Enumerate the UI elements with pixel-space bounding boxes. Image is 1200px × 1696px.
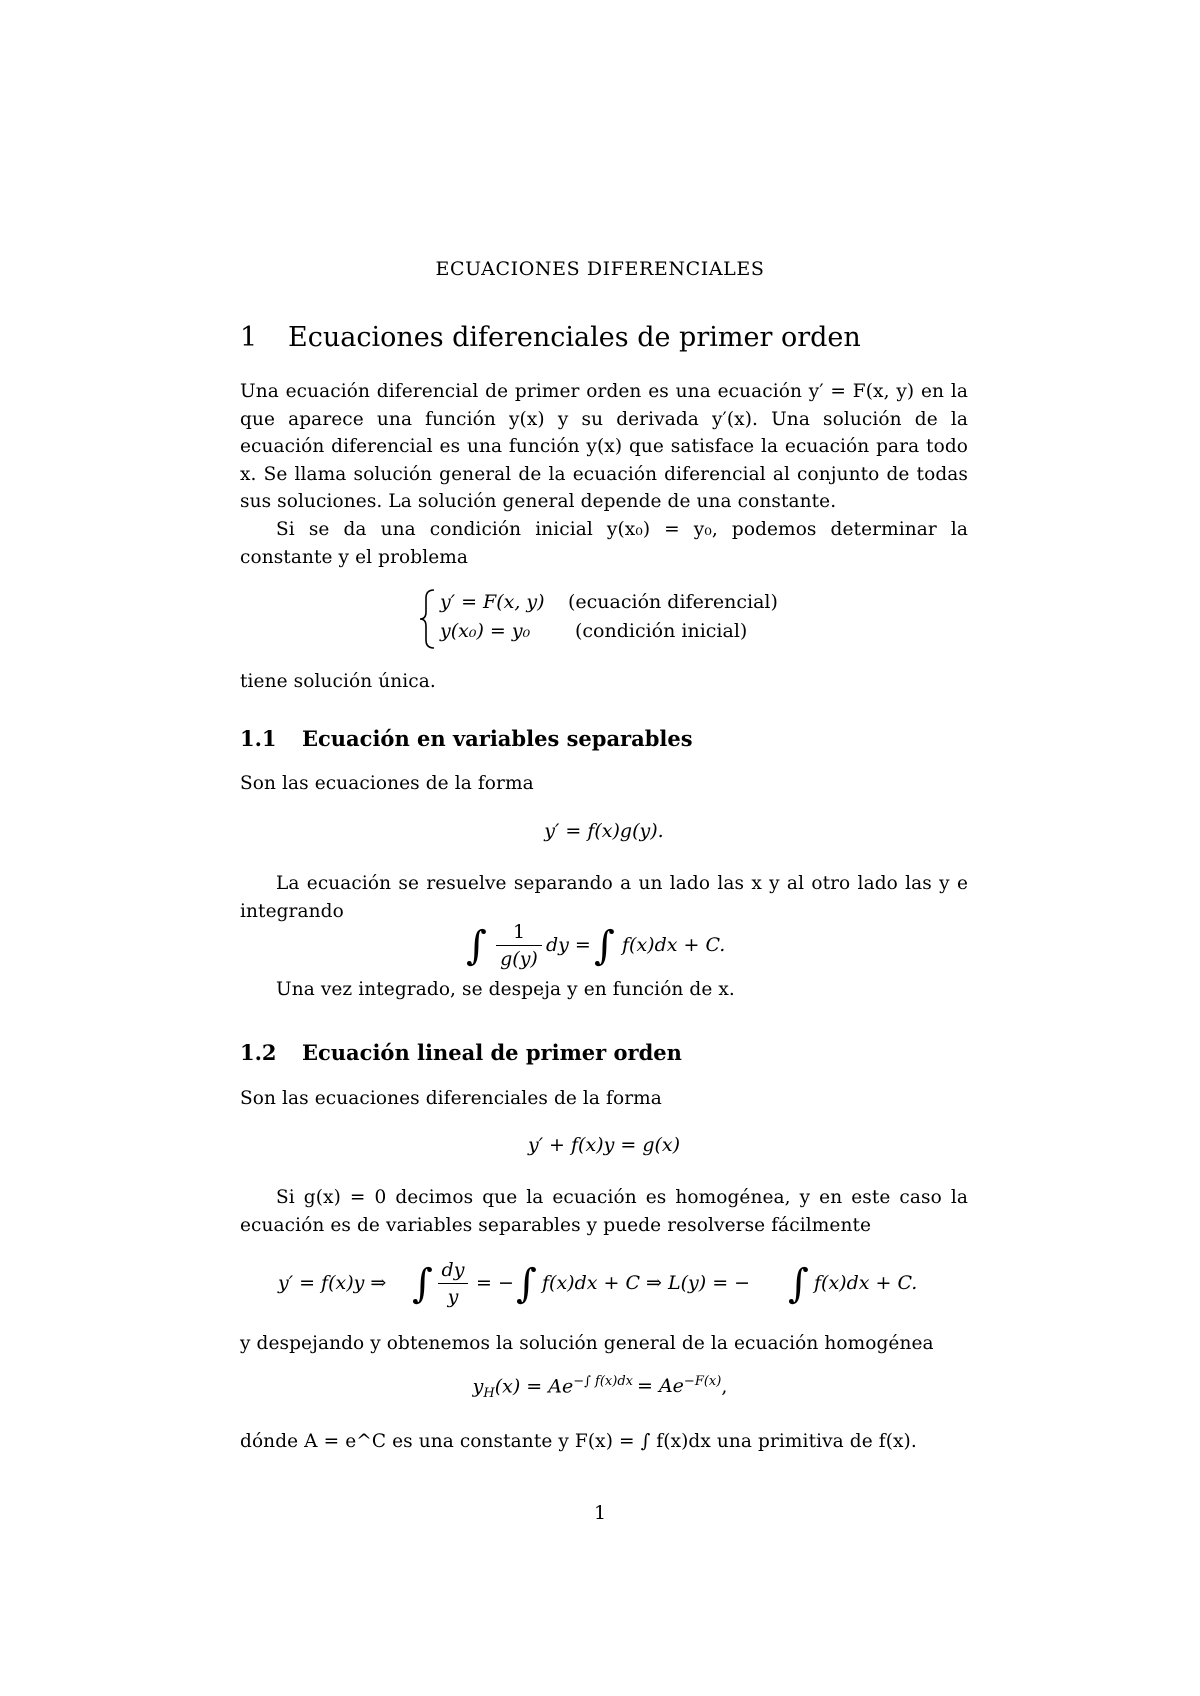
subsection-1-paragraph-1: Son las ecuaciones de la forma	[240, 773, 534, 794]
intro-closing-block	[240, 668, 968, 696]
subsection-1-title: Ecuación en variables separables	[302, 726, 693, 751]
section-number: 1	[240, 322, 258, 353]
fraction-numerator: 1	[512, 921, 526, 943]
subsection-1-paragraph-2: La ecuación se resuelve separando a un lado las x y al otro lado las y e integrando	[240, 873, 968, 922]
fraction-denominator: y	[447, 1286, 459, 1308]
subsection-2-solution-block	[240, 1330, 968, 1358]
fraction-bar	[438, 1283, 468, 1284]
subsection-2-title: Ecuación lineal de primer orden	[302, 1040, 682, 1065]
subsection-2-paragraph-4: dónde A = e^C es una constante y F(x) = ∫ f(x)dx una primitiva de f(x).	[240, 1431, 917, 1452]
separable-equation: y′ = f(x)g(y).	[544, 820, 664, 842]
separable-integral-equation	[466, 916, 766, 980]
integral-sign-icon: ∫	[516, 1261, 537, 1307]
solution-exponent-2: −F(x)	[683, 1374, 722, 1389]
subsection-2-intro-block	[240, 1085, 968, 1113]
subsection-2-closing-block	[240, 1428, 968, 1456]
subsection-1-paragraph-3: Una vez integrado, se despeja y en función de x.	[276, 979, 735, 1000]
section-heading	[240, 322, 861, 353]
subsection-1-number: 1.1	[240, 726, 277, 751]
system-row-1-equation: y′ = F(x, y)	[440, 591, 545, 613]
integral-sign-icon: ∫	[466, 923, 487, 969]
solution-lhs-subscript: H	[483, 1386, 495, 1402]
subsection-2-body-block	[240, 1184, 968, 1239]
solution-lhs: y	[472, 1375, 484, 1398]
linear-equation: y′ + f(x)y = g(x)	[527, 1134, 681, 1156]
page-number: 1	[593, 1502, 607, 1524]
intro-paragraph-1: Una ecuación diferencial de primer orden es una ecuación y′ = F(x, y) en la que aparece una función y(x) y su derivada y′(x). Una solución de la ecuación diferencial es una función y(x) que satisface la ecuación para todo x. Se llama solución general de la ecuación diferencial al conjunto de todas sus soluciones. La solución general depende de una constante.	[240, 381, 968, 513]
derivation-part-4: f(x)dx + C.	[814, 1272, 918, 1294]
derivation-part-1: y′ = f(x)y ⇒	[278, 1272, 387, 1294]
rhs-expression: f(x)dx + C.	[622, 934, 726, 956]
intro-paragraph-block	[240, 378, 968, 571]
integral-sign-icon: ∫	[788, 1261, 809, 1307]
system-row-1-note: (ecuación diferencial)	[568, 591, 778, 613]
integral-sign-icon: ∫	[594, 923, 615, 969]
subsection-2-paragraph-3: y despejando y obtenemos la solución general de la ecuación homogénea	[240, 1333, 934, 1354]
subsection-2-number: 1.2	[240, 1040, 277, 1065]
intro-paragraph-3: tiene solución única.	[240, 671, 436, 692]
subsection-2-heading	[240, 1040, 682, 1065]
fraction-bar	[496, 945, 542, 946]
derivation-part-3: f(x)dx + C ⇒ L(y) = −	[542, 1272, 751, 1294]
section-title: Ecuaciones diferenciales de primer orden	[288, 322, 861, 353]
document-title: ECUACIONES DIFERENCIALES	[435, 258, 765, 280]
derivation-part-2: = −	[476, 1272, 514, 1294]
solution-tail: ,	[721, 1375, 728, 1398]
subsection-2-paragraph-2: Si g(x) = 0 decimos que la ecuación es homogénea, y en este caso la ecuación es de variables separables y puede resolverse fácilmente	[240, 1187, 968, 1236]
fraction-denominator: g(y)	[500, 948, 538, 970]
intro-paragraph-2: Si se da una condición inicial y(x₀) = y₀, podemos determinar la constante y el problema	[240, 518, 968, 568]
fraction-numerator: dy	[441, 1259, 465, 1281]
subsection-2-paragraph-1: Son las ecuaciones diferenciales de la forma	[240, 1088, 662, 1109]
subsection-1-heading	[240, 726, 693, 751]
system-row-2-note: (condición inicial)	[575, 620, 748, 642]
integral-sign-icon: ∫	[412, 1261, 433, 1307]
left-brace-icon	[418, 588, 438, 650]
solution-equals: = Ae	[636, 1375, 684, 1398]
solution-exponent-1: −∫ f(x)dx	[573, 1374, 633, 1389]
initial-value-system	[418, 588, 838, 650]
homogeneous-derivation-equation	[278, 1254, 938, 1318]
subsection-1-closing-block	[240, 976, 968, 1004]
solution-mid: (x) = Ae	[494, 1375, 574, 1398]
subsection-1-intro-block	[240, 770, 968, 798]
lhs-differential: dy =	[546, 934, 591, 956]
homogeneous-solution-equation	[0, 1374, 1200, 1401]
system-row-2-equation: y(x₀) = y₀	[440, 620, 531, 642]
